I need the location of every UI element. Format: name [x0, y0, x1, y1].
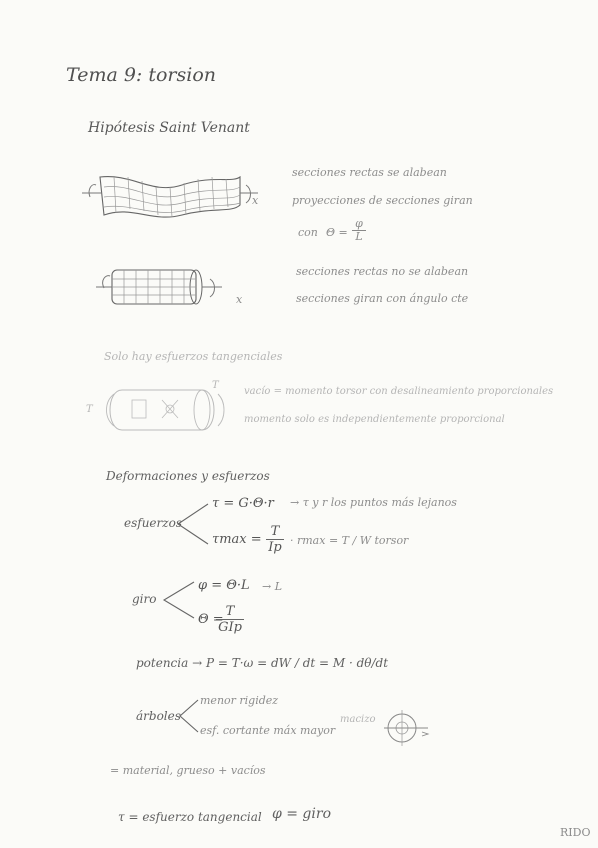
shafts-item1: menor rigidez: [200, 694, 279, 707]
case1-frac-den: L: [355, 230, 363, 243]
theta-fraction: [216, 604, 244, 635]
esfuerzos-label: esfuerzos: [124, 516, 182, 530]
tangential-line2: momento solo es independientemente proporcional: [244, 414, 505, 425]
shafts-item2: esf. cortante máx mayor: [200, 724, 336, 737]
case1-frac-num: φ: [352, 218, 366, 231]
straight-shaft-figure: [96, 262, 246, 312]
x-axis-label-2: x: [236, 293, 243, 306]
tangential-shaft-figure: [92, 380, 232, 440]
giro-brace: [162, 578, 196, 622]
material-line: = material, grueso + vacíos: [110, 764, 266, 777]
phi-note: → L: [262, 580, 283, 593]
tau-definition: τ = esfuerzo tangencial: [118, 810, 262, 824]
shafts-brace: [178, 696, 200, 736]
tau-max-fraction: [266, 524, 284, 555]
case1-line1: secciones rectas se alabean: [292, 166, 447, 179]
hollow-section-figure: [384, 708, 434, 748]
case1-line3: con: [298, 226, 318, 239]
case1-formula: Θ =: [326, 226, 348, 239]
tangential-line1: vacío = momento torsor con desalineamiento proporcionales: [244, 386, 554, 397]
shafts-note: macizo: [340, 714, 376, 725]
torque-label-right: T: [212, 380, 219, 391]
case1-fraction: [352, 218, 366, 243]
tau-formula: τ = G·Θ·r: [212, 496, 274, 511]
case1-line2: proyecciones de secciones giran: [292, 194, 473, 207]
phi-formula: φ = Θ·L: [198, 578, 250, 593]
torque-label-left: T: [86, 404, 93, 415]
tau-max-num: T: [266, 524, 284, 540]
deformations-heading: Deformaciones y esfuerzos: [106, 469, 270, 483]
tau-max-tail: · rmax = T / W torsor: [290, 534, 409, 547]
theta-den: GIp: [218, 620, 242, 635]
corner-mark: RIDO: [560, 826, 591, 839]
power-formula: potencia → P = T·ω = dW / dt = M · dθ/dt: [136, 656, 389, 670]
phi-definition: φ = giro: [272, 806, 331, 822]
tau-max-formula: τmax =: [212, 532, 262, 547]
case2-line2: secciones giran con ángulo cte: [296, 292, 469, 305]
shafts-label: árboles: [136, 709, 181, 723]
warped-shaft-figure: [82, 165, 272, 230]
x-axis-label-1: x: [252, 194, 259, 207]
giro-label: giro: [132, 592, 157, 606]
theta-formula: Θ =: [198, 612, 224, 627]
tangential-heading: Solo hay esfuerzos tangenciales: [104, 350, 283, 363]
tau-max-den: Ip: [268, 540, 282, 555]
case2-line1: secciones rectas no se alabean: [296, 265, 469, 278]
page-title: Tema 9: torsion: [66, 64, 217, 86]
theta-num: T: [216, 604, 244, 620]
esfuerzos-brace: [176, 500, 210, 548]
tau-note: → τ y r los puntos más lejanos: [290, 496, 457, 509]
hypothesis-heading: Hipótesis Saint Venant: [88, 120, 250, 136]
